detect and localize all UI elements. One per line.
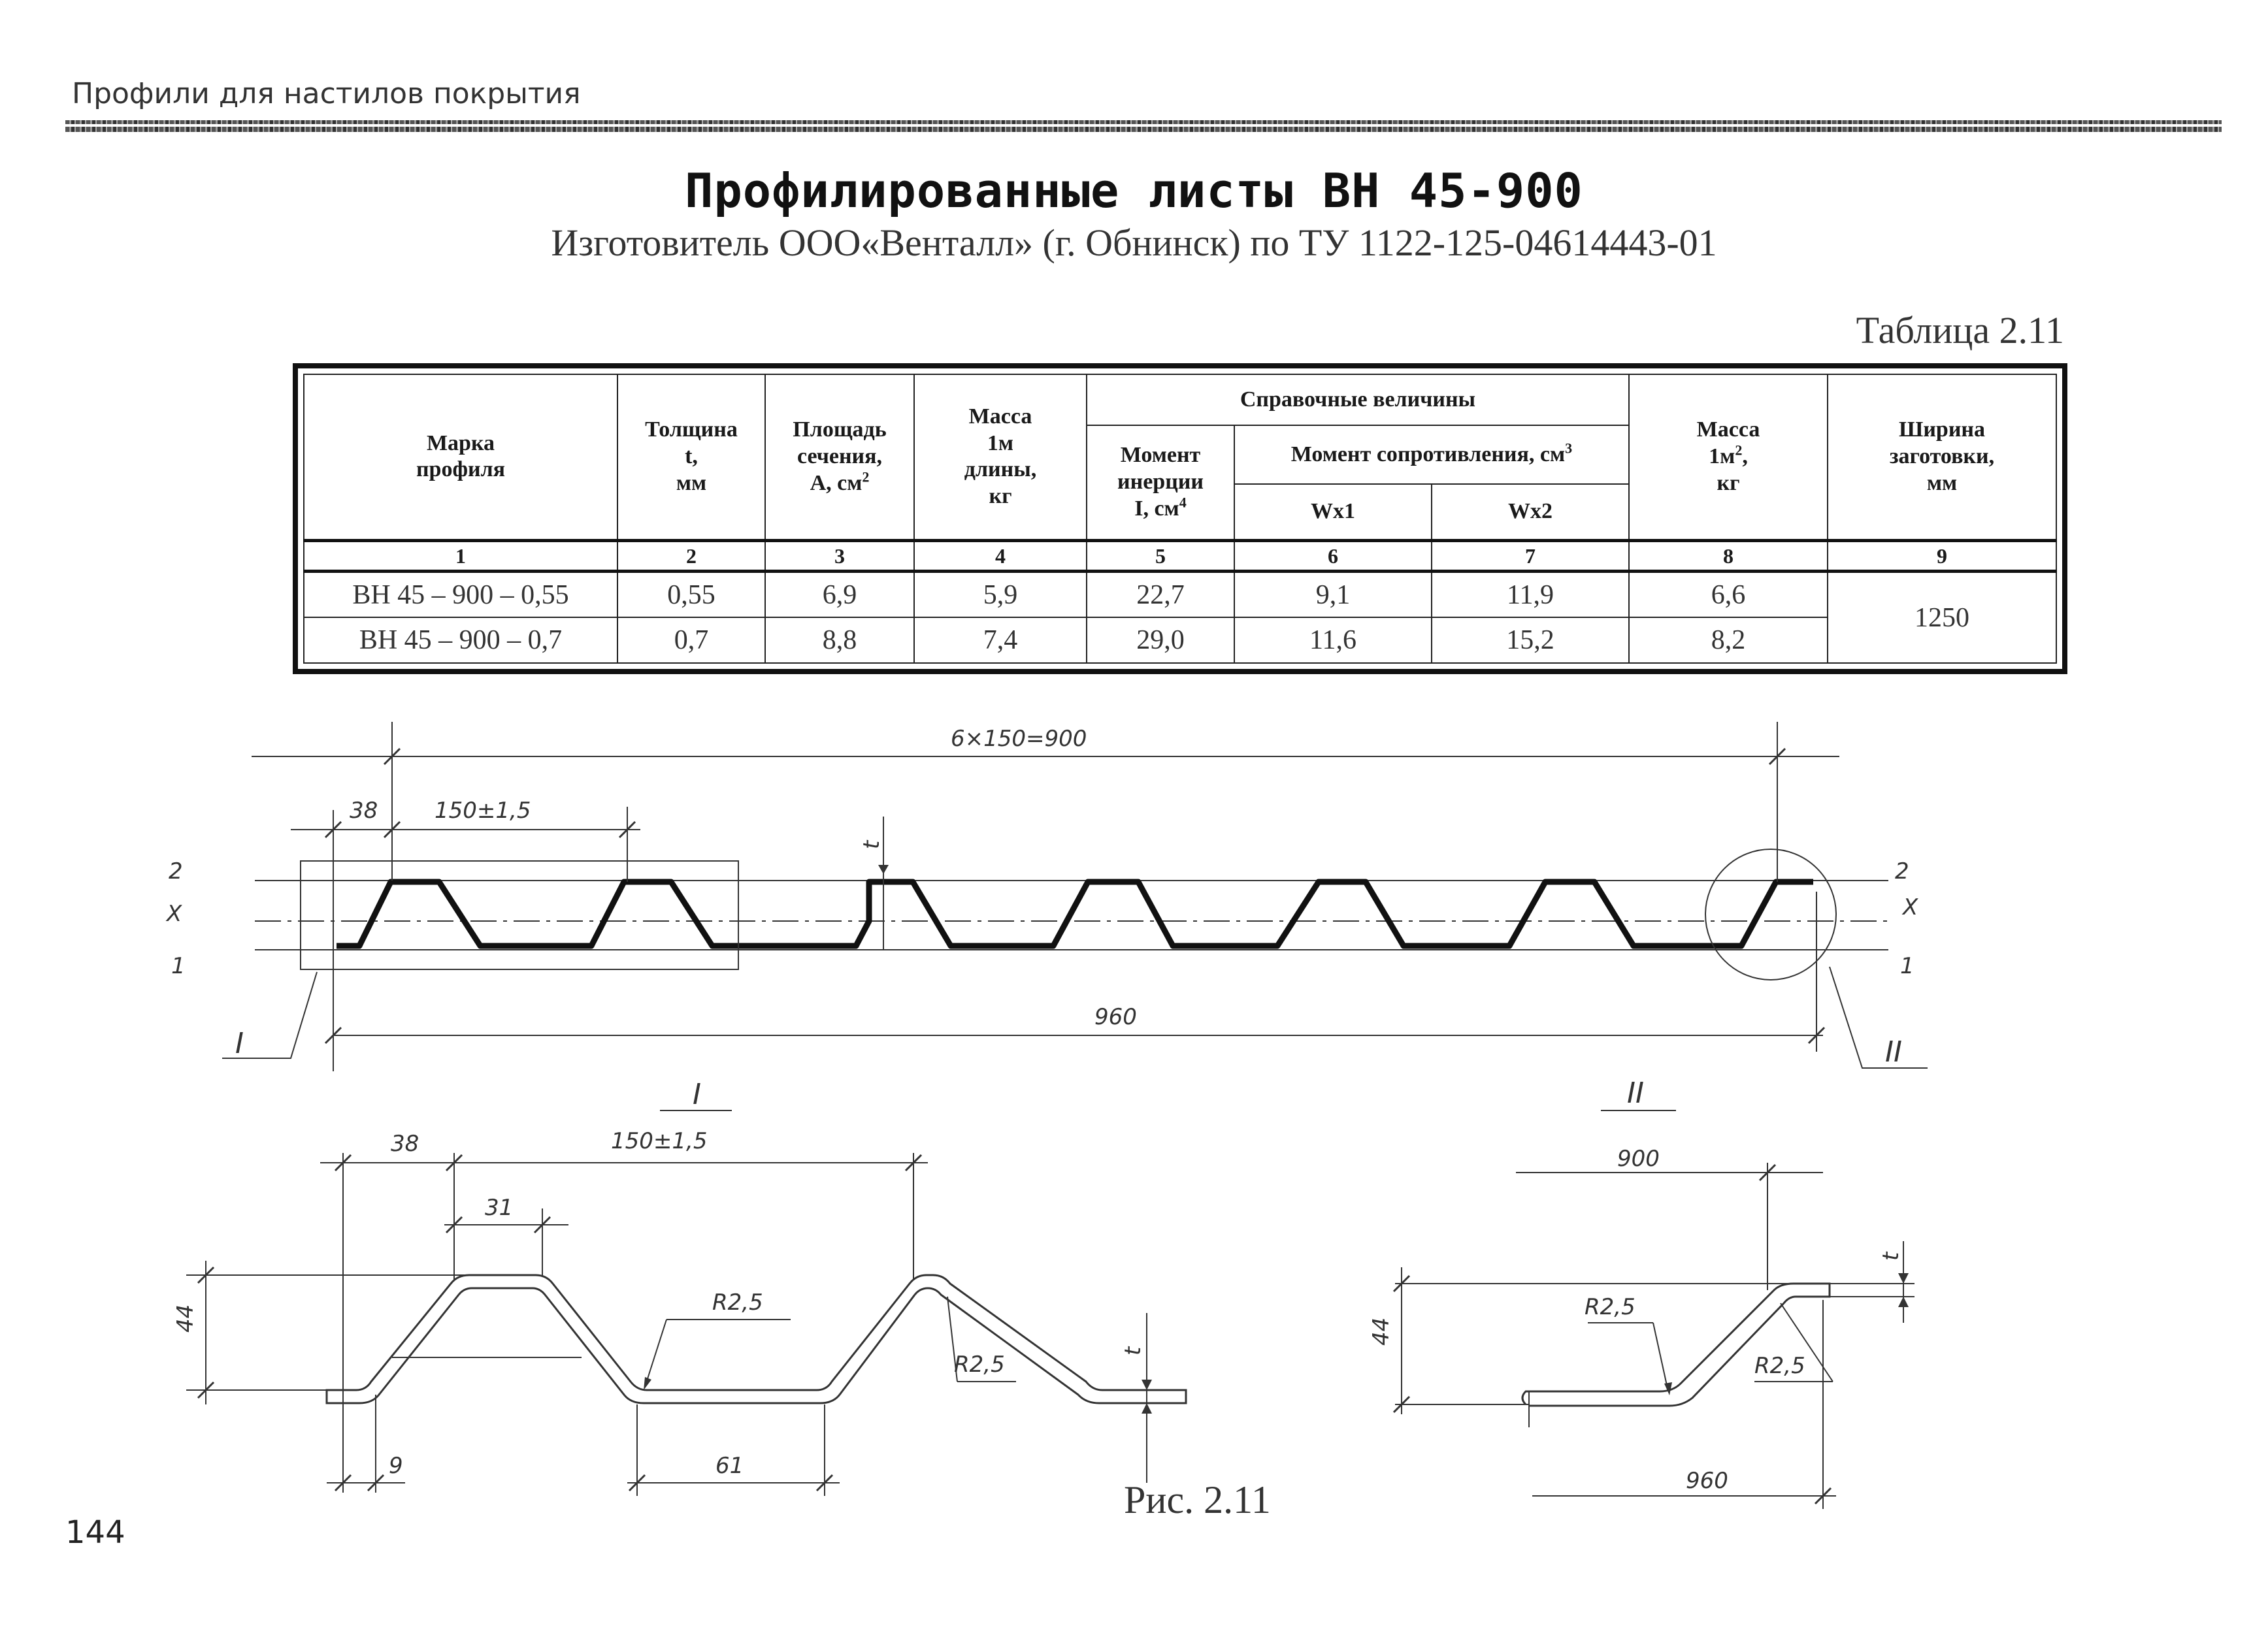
col-num: 8 [1629,540,1828,571]
detailII-t: t [1878,1252,1904,1261]
detailI-d44: 44 [173,1304,199,1333]
header-brand: Марка профиля [304,374,617,540]
detailI-d38: 38 [391,1131,419,1157]
cell-mass-1m: 7,4 [914,617,1087,663]
cell-area: 6,9 [765,572,914,617]
cell-wx1: 11,6 [1234,617,1432,663]
cell-wx2: 15,2 [1432,617,1629,663]
dim-38: 38 [350,798,378,824]
cell-area: 8,8 [765,617,914,663]
table-caption: Таблица 2.11 [1856,309,2064,351]
running-title: Профили для настилов покрытия [72,77,581,110]
cell-brand: ВН 45 – 900 – 0,55 [304,572,617,617]
detailI-d61: 61 [715,1453,744,1479]
detailII-r2: R2,5 [1754,1353,1805,1379]
detail-II-label: II [1627,1077,1644,1110]
cell-mass-m2: 6,6 [1629,572,1828,617]
detailI-d31: 31 [485,1195,514,1221]
col-num: 4 [914,540,1087,571]
manufacturer-subtitle: Изготовитель ООО«Венталл» (г. Обнинск) по ТУ 1122-125-04614443-01 [551,221,1717,264]
axis-label-2-left: 2 [169,858,183,884]
cell-moment-inertia: 22,7 [1087,572,1234,617]
profile-line [337,882,1813,946]
dim-pitch: 150±1,5 [435,798,531,824]
detail-I-label: I [693,1078,701,1111]
axis-label-x-right: X [1903,894,1918,920]
header-reference: Справочные величины [1087,374,1629,425]
cell-mass-1m: 5,9 [914,572,1087,617]
axis-label-x-left: X [167,901,182,927]
detailII-r1: R2,5 [1585,1294,1635,1320]
page-title: Профилированные листы ВН 45-900 [685,163,1583,218]
header-blank-width: Ширина заготовки, мм [1828,374,2056,540]
col-num: 1 [304,540,617,571]
cell-wx2: 11,9 [1432,572,1629,617]
axis-label-2-right: 2 [1895,858,1909,884]
col-num: 9 [1828,540,2056,571]
header-wx2: Wx2 [1432,484,1629,540]
detail-I-box [301,861,738,969]
detail-II-profile [1522,1284,1830,1406]
cell-thickness: 0,55 [617,572,765,617]
leader-II [1830,967,1928,1068]
cell-wx1: 9,1 [1234,572,1432,617]
axis-label-1-right: 1 [1900,953,1915,979]
detailI-pitch: 150±1,5 [611,1128,708,1154]
col-num: 5 [1087,540,1234,571]
dim-overall: 6×150=900 [951,726,1087,752]
header-moment-inertia: Момент инерции I, $см^4$ [1087,425,1234,540]
header-mass-1m: Масса 1м длины, кг [914,374,1087,540]
col-num: 7 [1432,540,1629,571]
callout-II: II [1885,1035,1902,1069]
detailII-d44: 44 [1368,1317,1394,1346]
detailI-r1: R2,5 [712,1289,763,1316]
header-mass-m2: Масса $1м^2$, кг [1629,374,1828,540]
cell-thickness: 0,7 [617,617,765,663]
header-wx1: Wx1 [1234,484,1432,540]
cell-moment-inertia: 29,0 [1087,617,1234,663]
header-section-modulus: Момент сопротивления, $см^3$ [1234,425,1629,484]
cell-brand: ВН 45 – 900 – 0,7 [304,617,617,663]
cell-blank-width: 1250 [1828,572,2056,663]
main-profile-view [222,722,1928,1071]
callout-I: I [235,1027,244,1060]
col-num: 3 [765,540,914,571]
axis-label-1-left: 1 [171,953,186,979]
dim-t: t [859,840,885,849]
col-num: 6 [1234,540,1432,571]
detailI-r2: R2,5 [954,1352,1005,1378]
detailI-t: t [1120,1346,1146,1355]
detail-I-view [186,1110,1186,1496]
figure-caption: Рис. 2.11 [1124,1478,1271,1521]
col-num: 2 [617,540,765,571]
detailII-d900: 900 [1617,1146,1660,1172]
dim-960: 960 [1094,1004,1137,1030]
cell-mass-m2: 8,2 [1629,617,1828,663]
header-thickness: Толщина t, мм [617,374,765,540]
detailII-d960: 960 [1686,1468,1728,1494]
detailI-d9: 9 [389,1453,403,1479]
header-area: Площадь сечения, А, $см^2$ [765,374,914,540]
page-number: 144 [65,1514,125,1551]
